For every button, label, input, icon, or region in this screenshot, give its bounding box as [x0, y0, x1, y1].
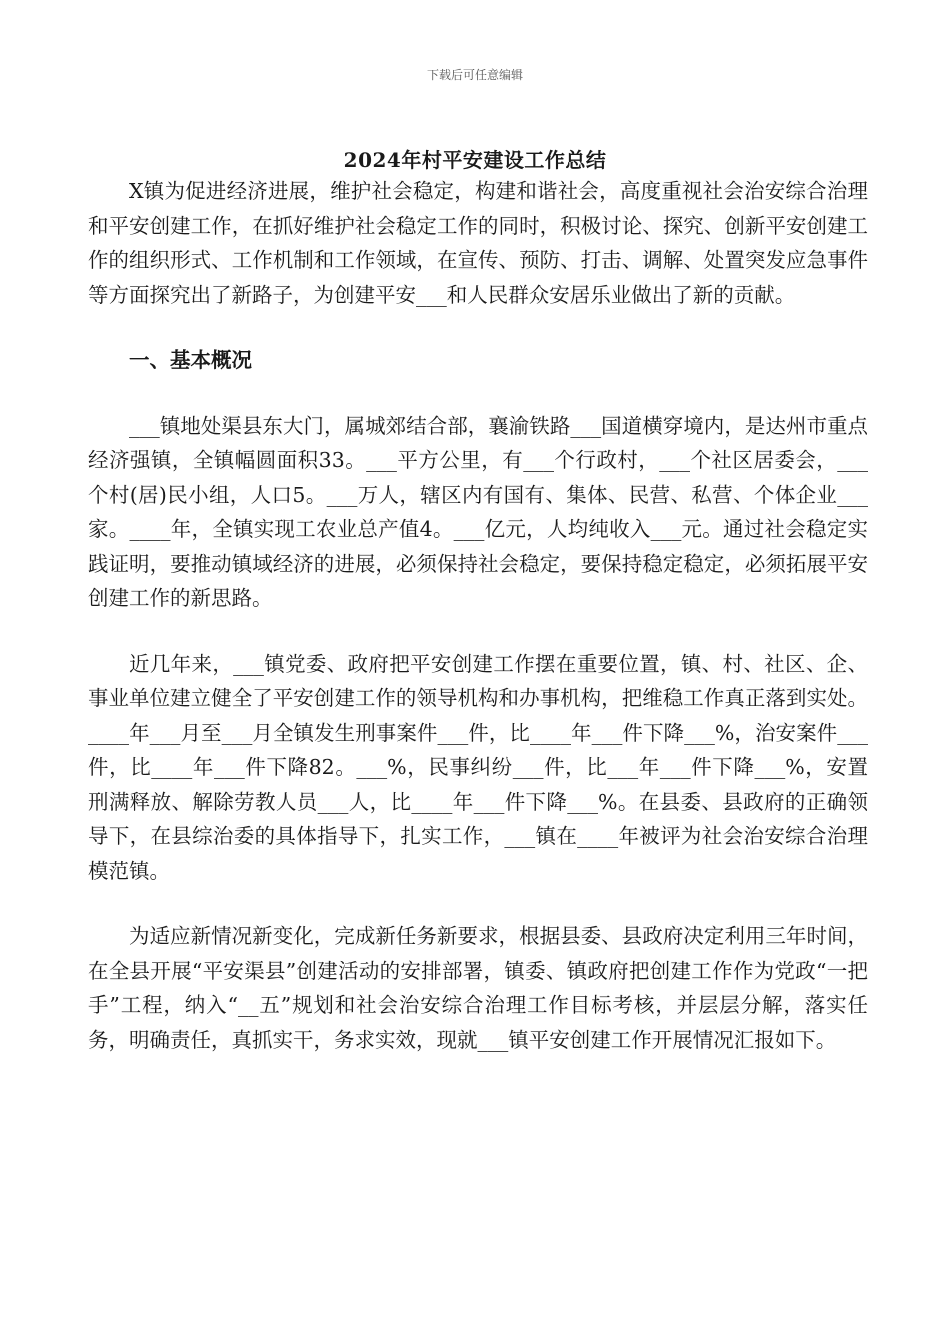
- paragraph-recent-years: 近几年来，___镇党委、政府把平安创建工作摆在重要位置，镇、村、社区、企、事业单位建立健全了平安创建工作的领导机构和办事机构，把维稳工作真正落到实处。____年___月至___月全镇发生刑事案件___件，比____年___件下降___%，治安案件___件，比____年___件下降82。___%，民事纠纷___件，比___年___件下降___%，安置刑满释放、解除劳教人员___人，比____年___件下降___%。在县委、县政府的正确领导下，在县综治委的具体指导下，扎实工作，___镇在____年被评为社会治安综合治理模范镇。: [88, 651, 868, 883]
- paragraph-adaptation: 为适应新情况新变化，完成新任务新要求，根据县委、县政府决定利用三年时间，在全县开展“平安渠县”创建活动的安排部署，镇委、镇政府把创建工作作为党政“一把手”工程，纳入“__五”规划和社会治安综合治理工作目标考核，并层层分解，落实任务，明确责任，真抓实干，务求实效，现就___镇平安创建工作开展情况汇报如下。: [88, 924, 868, 1052]
- paragraph-overview: ___镇地处渠县东大门，属城郊结合部，襄渝铁路___国道横穿境内，是达州市重点经济强镇，全镇幅圆面积33。___平方公里，有___个行政村，___个社区居委会，___个村(居)民小组，人口5。___万人，辖区内有国有、集体、民营、私营、个体企业___家。____年，全镇实现工农业总产值4。___亿元，人均纯收入___元。通过社会稳定实践证明，要推动镇域经济的进展，必须保持社会稳定，要保持稳定稳定，必须拓展平安创建工作的新思路。: [88, 413, 868, 610]
- paragraph-intro: X镇为促进经济进展，维护社会稳定，构建和谐社会，高度重视社会治安综合治理和平安创建工作，在抓好维护社会稳定工作的同时，积极讨论、探究、创新平安创建工作的组织形式、工作机制和工作领域，在宣传、预防、打击、调解、处置突发应急事件等方面探究出了新路子，为创建平安___和人民群众安居乐业做出了新的贡献。: [88, 179, 868, 307]
- document-title: 2024年村平安建设工作总结: [343, 148, 607, 172]
- header-note: 下载后可任意编辑: [426, 68, 523, 82]
- document-body: [88, 174, 868, 1088]
- section-heading-basic-overview: 一、基本概况: [129, 348, 252, 372]
